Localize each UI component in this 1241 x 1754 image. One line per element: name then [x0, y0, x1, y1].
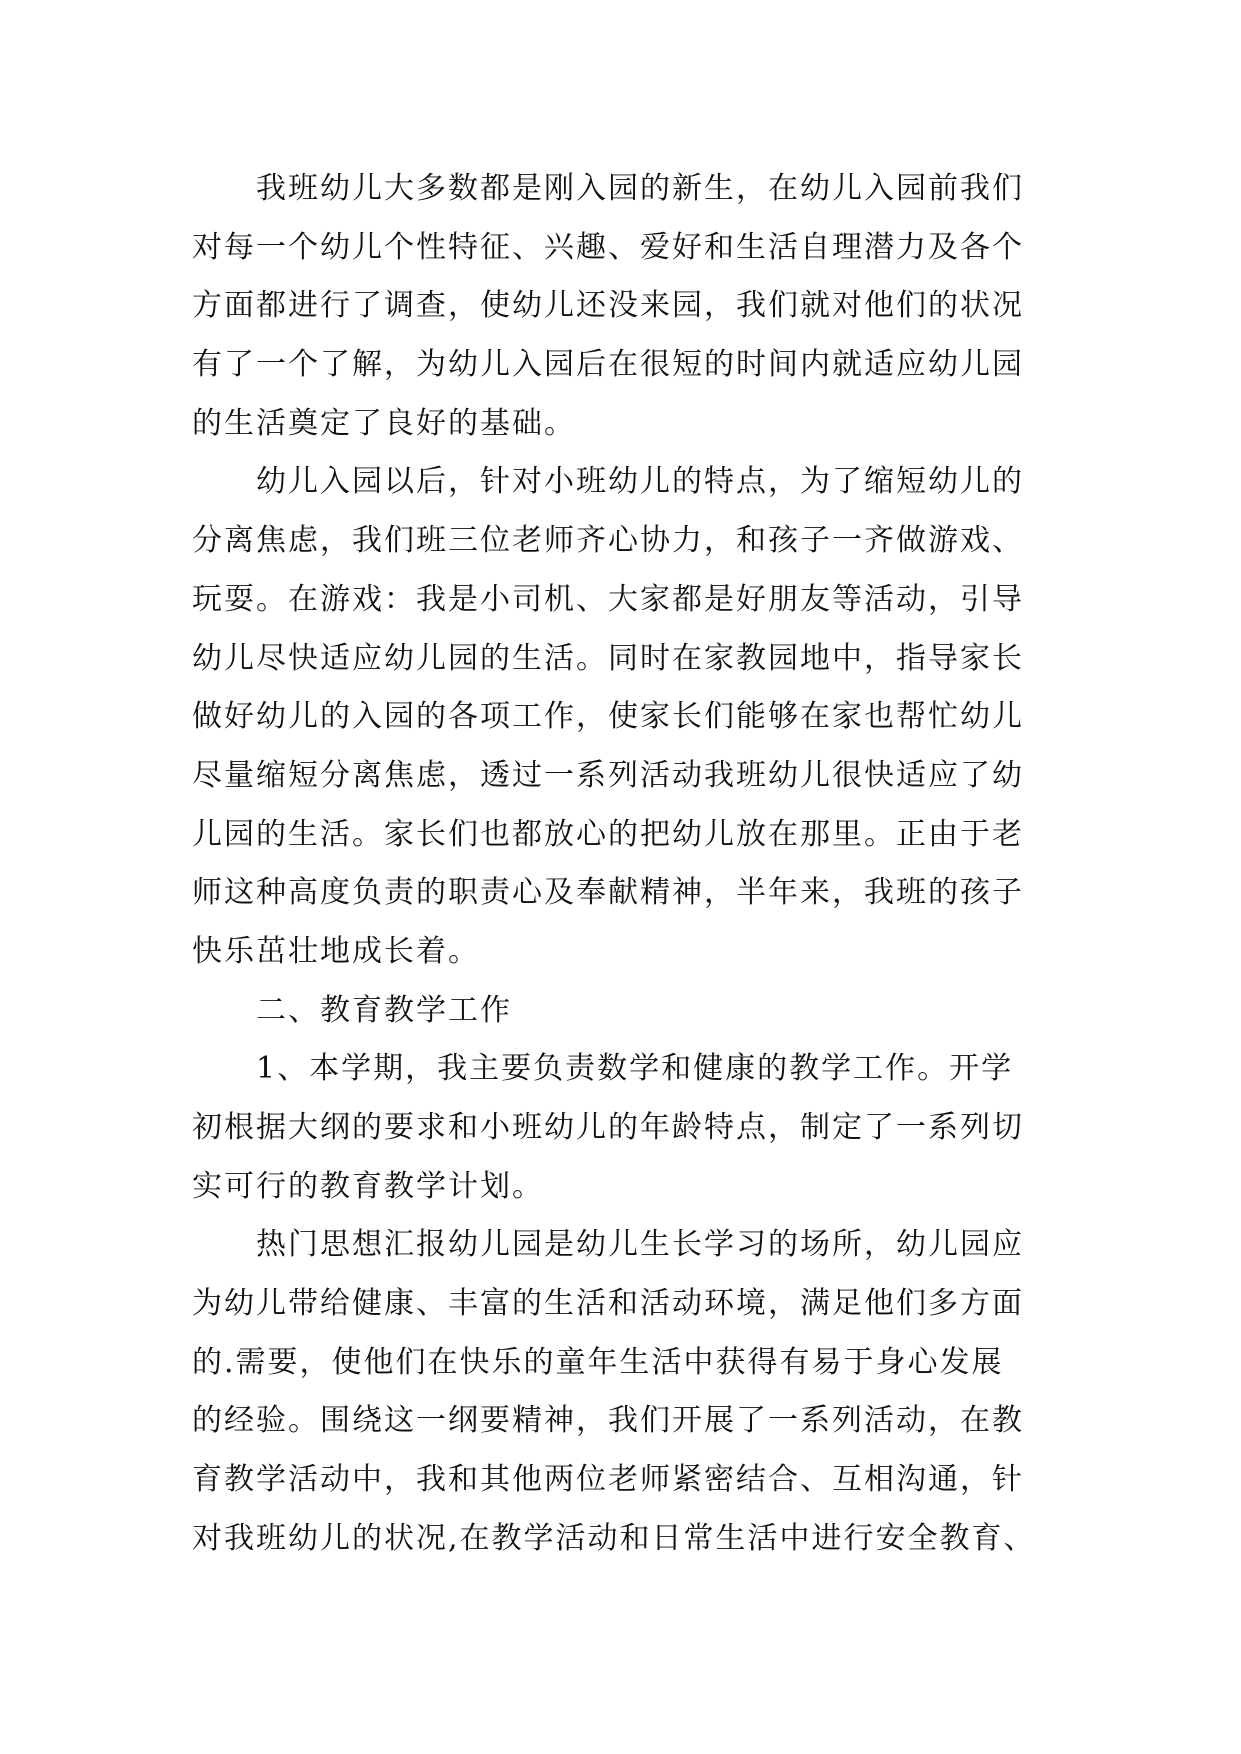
- paragraph-4-line-1: 热门思想汇报幼儿园是幼儿生长学习的场所，幼儿园应: [256, 1227, 1024, 1263]
- paragraph-1-line-5: 的生活奠定了良好的基础。: [192, 405, 576, 441]
- paragraph-1-line-4: 有了一个了解，为幼儿入园后在很短的时间内就适应幼儿园: [192, 347, 1024, 383]
- paragraph-2-line-3: 玩耍。在游戏：我是小司机、大家都是好朋友等活动，引导: [192, 581, 1024, 617]
- document-body: [192, 160, 1052, 1569]
- paragraph-2-line-6: 尽量缩短分离焦虑，透过一系列活动我班幼儿很快适应了幼: [192, 757, 1024, 793]
- paragraph-4-line-5: 育教学活动中，我和其他两位老师紧密结合、互相沟通，针: [192, 1462, 1024, 1498]
- paragraph-3-line-2: 初根据大纲的要求和小班幼儿的年龄特点，制定了一系列切: [192, 1110, 1024, 1145]
- paragraph-1-line-3: 方面都进行了调查，使幼儿还没来园，我们就对他们的状况: [192, 288, 1024, 324]
- paragraph-2-line-8: 师这种高度负责的职责心及奉献精神，半年来，我班的孩子: [192, 875, 1024, 911]
- paragraph-1-line-1: 我班幼儿大多数都是刚入园的新生，在幼儿入园前我们: [256, 171, 1024, 206]
- paragraph-2-line-5: 做好幼儿的入园的各项工作，使家长们能够在家也帮忙幼儿: [192, 699, 1024, 735]
- paragraph-1-line-2: 对每一个幼儿个性特征、兴趣、爱好和生活自理潜力及各个: [192, 229, 1024, 265]
- paragraph-4-line-3: 的.需要，使他们在快乐的童年生活中获得有易于身心发展: [192, 1344, 1004, 1380]
- paragraph-4-line-4: 的经验。围绕这一纲要精神，我们开展了一系列活动，在教: [192, 1403, 1024, 1439]
- paragraph-2-line-9: 快乐茁壮地成长着。: [192, 933, 480, 969]
- paragraph-2-line-4: 幼儿尽快适应幼儿园的生活。同时在家教园地中，指导家长: [192, 640, 1024, 676]
- paragraph-2-line-2: 分离焦虑，我们班三位老师齐心协力，和孩子一齐做游戏、: [192, 523, 1024, 559]
- paragraph-3-line-1: 1、本学期，我主要负责数学和健康的教学工作。开学: [256, 1051, 1014, 1087]
- paragraph-4-line-6: 对我班幼儿的状况,在教学活动和日常生活中进行安全教育、: [192, 1520, 1036, 1556]
- paragraph-4-line-2: 为幼儿带给健康、丰富的生活和活动环境，满足他们多方面: [192, 1286, 1024, 1322]
- section-heading-teaching-work: 二、教育教学工作: [256, 992, 512, 1028]
- paragraph-2-line-1: 幼儿入园以后，针对小班幼儿的特点，为了缩短幼儿的: [256, 464, 1024, 500]
- paragraph-3-line-3: 实可行的教育教学计划。: [192, 1168, 544, 1204]
- paragraph-2-line-7: 儿园的生活。家长们也都放心的把幼儿放在那里。正由于老: [192, 816, 1024, 852]
